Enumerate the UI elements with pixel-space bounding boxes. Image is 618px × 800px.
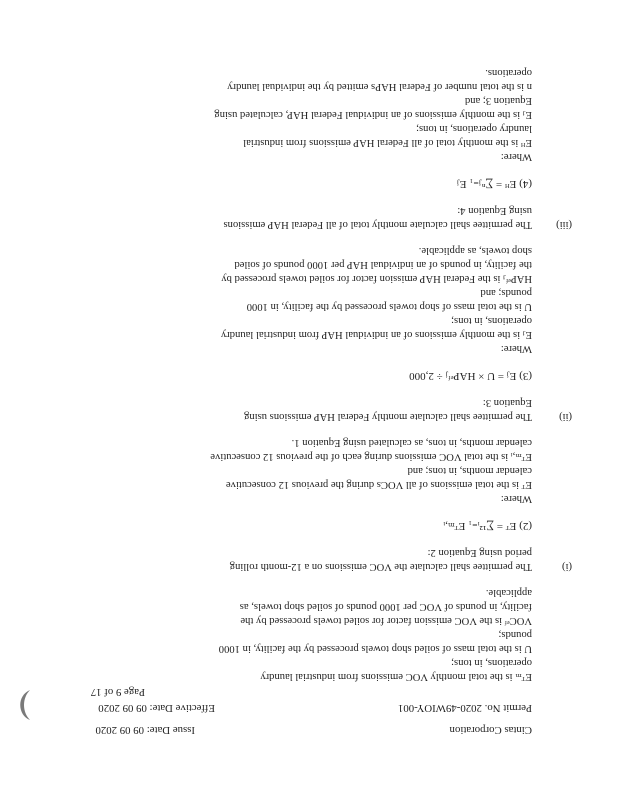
page-number: Page 9 of 17 [90,686,145,698]
body-line: Eᴴ is the monthly total of all Federal HAP emissions from industrial [243,137,532,148]
body-line: facility, in pounds of VOC per 1000 pounds of soiled shop towels, as [239,601,532,612]
item-label: (iii) [556,219,572,230]
body-line: Eᵀ is the total emissions of all VOCs during the previous 12 consecutive [225,479,532,490]
body-line: the facility, in pounds of an individual HAP per 1000 pounds of soiled [234,259,532,270]
body-line: The permittee shall calculate monthly total of all Federal HAP emissions [223,219,532,230]
body-line: n is the total number of Federal HAPs emitted by the individual laundry [227,81,532,92]
body-line: Equation 3: [482,397,532,408]
body-line: operations. [485,67,532,78]
body-line: applicable. [485,587,532,598]
body-line: Eⱼ is the monthly emissions of an individual HAP from industrial laundry [220,329,532,340]
item-label: (ii) [559,411,572,422]
item-label: (i) [562,561,572,572]
body-line: using Equation 4: [457,205,532,216]
company-name: Cintas Corporation [449,724,532,736]
body-line: HAPᵉᶠⱼ is the Federal HAP emission factor for soiled towels processed by [221,273,532,284]
body-line: The permittee shall calculate monthly Federal HAP emissions using [244,411,532,422]
permit-number: Permit No. 2020-49WIOY-001 [397,702,532,714]
body-line: Eᵀₘ is the total monthly VOC emissions from industrial laundry [260,671,532,682]
body-line: shop towels, as applicable. [418,245,532,256]
equation-4: (4) Eᴴ = ∑ⁿⱼ₌₁ Eⱼ [456,178,532,190]
logo-mark-icon [12,688,36,722]
body-line: laundry operations, in tons; [416,123,532,134]
where-label: Where: [500,151,532,162]
body-line: pounds; [498,629,532,640]
body-line: operations, in tons; [451,657,532,668]
body-line: Eᵀₘ,ᵢ is the total VOC emissions during each of the previous 12 consecutive [210,451,532,462]
body-line: operations, in tons; [451,315,532,326]
body-line: U is the total mass of soiled shop towels processed by the facility, in 1000 [218,643,532,654]
effective-date: Effective Date: 09 09 2020 [98,702,215,714]
body-line: VOCᵉᶠ is the VOC emission factor for soiled towels processed by the [240,615,532,626]
body-line: pounds; and [480,287,532,298]
where-label: Where: [500,343,532,354]
body-line: calendar months, in tons; and [407,465,532,476]
body-line: The permittee shall calculate the VOC emissions on a 12-month rolling [229,561,532,572]
body-line: period using Equation 2: [427,547,532,558]
equation-2: (2) Eᵀ = ∑¹²ᵢ₌₁ Eᵀₘ,ᵢ [443,520,532,532]
body-line: calendar months, in tons, as calculated using Equation 1. [291,437,532,448]
issue-date: Issue Date: 09 09 2020 [95,724,195,736]
where-label: Where: [500,493,532,504]
body-line: Equation 3; and [464,95,532,106]
body-line: U is the total mass of shop towels processed by the facility, in 1000 [246,301,532,312]
equation-3: (3) Eⱼ = U × HAPᵉᶠⱼ ÷ 2,000 [409,370,532,382]
body-line: Eⱼ is the monthly emissions of an individual Federal HAP, calculated using [214,109,532,120]
